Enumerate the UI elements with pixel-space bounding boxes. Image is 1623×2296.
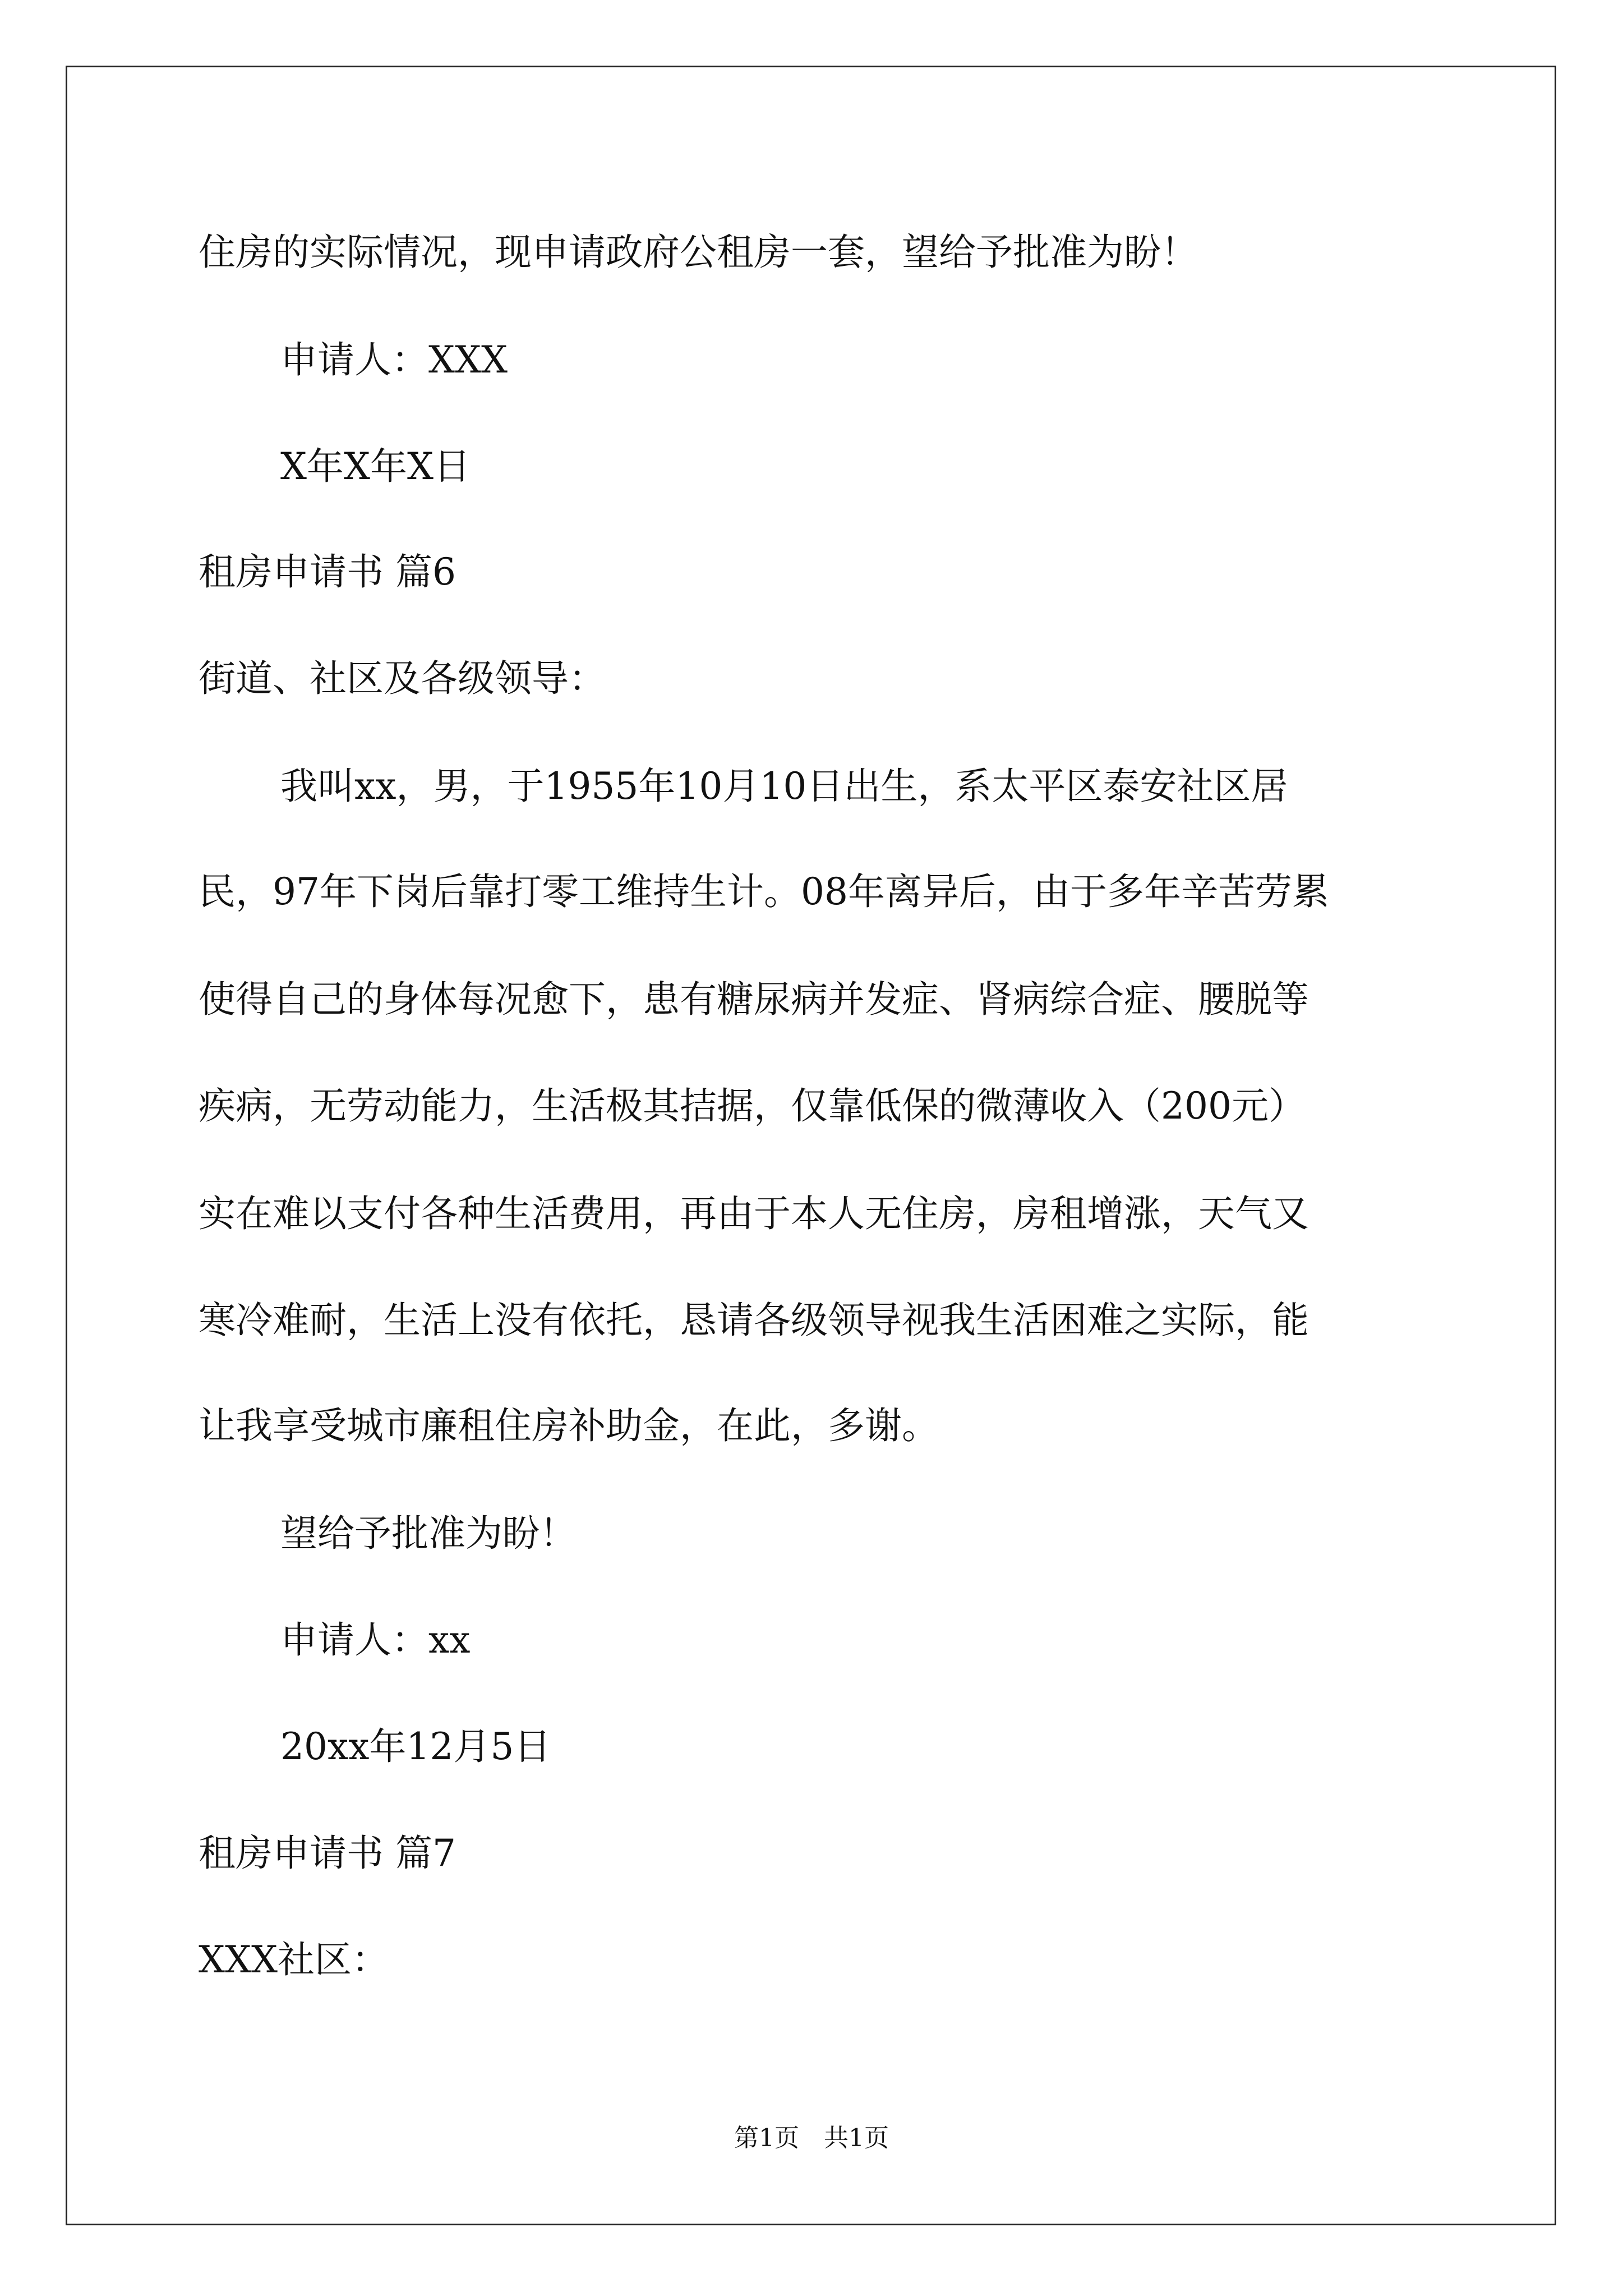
- paragraph-line: 使得自己的身体每况愈下，患有糖尿病并发症、肾病综合症、腰脱等: [199, 978, 1309, 1021]
- page-footer: 第1页 共1页: [734, 2124, 889, 2152]
- paragraph-line: 让我享受城市廉租住房补助金，在此，多谢。: [199, 1404, 939, 1447]
- date-line: X年X年X日: [280, 445, 471, 488]
- paragraph-line: 我叫xx，男，于1955年10月10日出生，系太平区泰安社区居: [280, 765, 1288, 808]
- page-border: [66, 66, 1556, 2225]
- section-heading: 租房申请书 篇7: [199, 1832, 456, 1875]
- applicant-line: 申请人：xx: [280, 1618, 471, 1662]
- paragraph-line: 实在难以支付各种生活费用，再由于本人无住房，房租增涨，天气又: [199, 1192, 1309, 1235]
- salutation-line: 街道、社区及各级领导：: [199, 657, 606, 700]
- date-line: 20xx年12月5日: [280, 1725, 551, 1768]
- closing-line: 望给予批准为盼！: [280, 1512, 577, 1555]
- paragraph-line: 住房的实际情况，现申请政府公租房一套，望给予批准为盼！: [199, 231, 1198, 274]
- applicant-line: 申请人：XXX: [280, 338, 508, 381]
- paragraph-line: 疾病，无劳动能力，生活极其拮据，仅靠低保的微薄收入（200元）: [199, 1084, 1306, 1128]
- paragraph-line: 民，97年下岗后靠打零工维持生计。08年离异后，由于多年辛苦劳累: [199, 870, 1329, 913]
- section-heading: 租房申请书 篇6: [199, 550, 456, 593]
- paragraph-line: 寒冷难耐，生活上没有依托，恳请各级领导视我生活困难之实际，能: [199, 1299, 1309, 1342]
- salutation-line: XXX社区：: [199, 1938, 389, 1981]
